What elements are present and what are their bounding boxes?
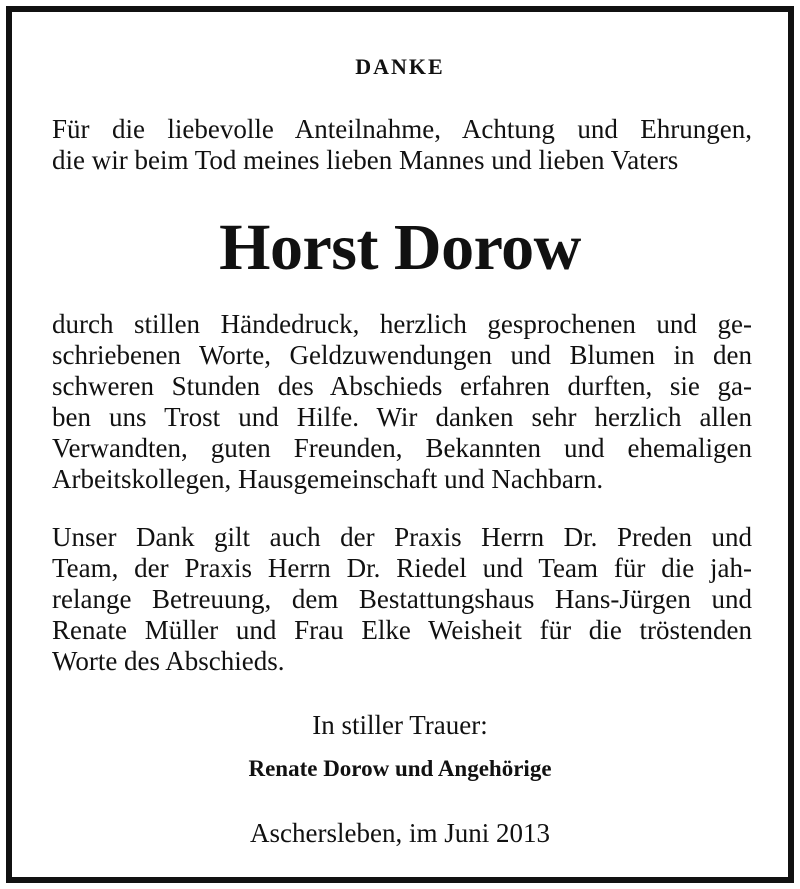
paragraph-line: durch stillen Händedruck, herzlich gesprochenen und ge-	[52, 309, 752, 339]
paragraph-line: Team, der Praxis Herrn Dr. Riedel und Team für die jah-	[52, 553, 752, 583]
thanks-paragraph-2	[52, 522, 752, 677]
signatories: Renate Dorow und Angehörige	[248, 756, 552, 781]
paragraph-line: schweren Stunden des Abschieds erfahren durften, sie ga-	[52, 371, 752, 401]
notice-heading: DANKE	[355, 54, 445, 79]
intro-text	[52, 114, 752, 176]
paragraph-line: relange Betreuung, dem Bestattungshaus Hans-Jürgen und	[52, 584, 752, 614]
paragraph-line: Verwandten, guten Freunden, Bekannten und ehemaligen	[52, 433, 752, 463]
mourning-line: In stiller Trauer:	[312, 710, 488, 740]
notice-frame	[6, 6, 794, 883]
thanks-paragraph-1	[52, 309, 752, 495]
paragraph-line: schriebenen Worte, Geldzuwendungen und Blumen in den	[52, 340, 752, 370]
paragraph-line: Arbeitskollegen, Hausgemeinschaft und Nachbarn.	[52, 464, 604, 494]
deceased-name: Horst Dorow	[219, 211, 581, 284]
paragraph-line: Renate Müller und Frau Elke Weisheit für die tröstenden	[52, 615, 752, 645]
paragraph-line: ben uns Trost und Hilfe. Wir danken sehr herzlich allen	[52, 402, 752, 432]
paragraph-line: Worte des Abschieds.	[52, 646, 285, 676]
intro-line: die wir beim Tod meines lieben Mannes und lieben Vaters	[52, 145, 679, 175]
place-date: Aschersleben, im Juni 2013	[250, 818, 550, 848]
intro-line: Für die liebevolle Anteilnahme, Achtung und Ehrungen,	[52, 114, 752, 144]
paragraph-line: Unser Dank gilt auch der Praxis Herrn Dr. Preden und	[52, 522, 752, 552]
